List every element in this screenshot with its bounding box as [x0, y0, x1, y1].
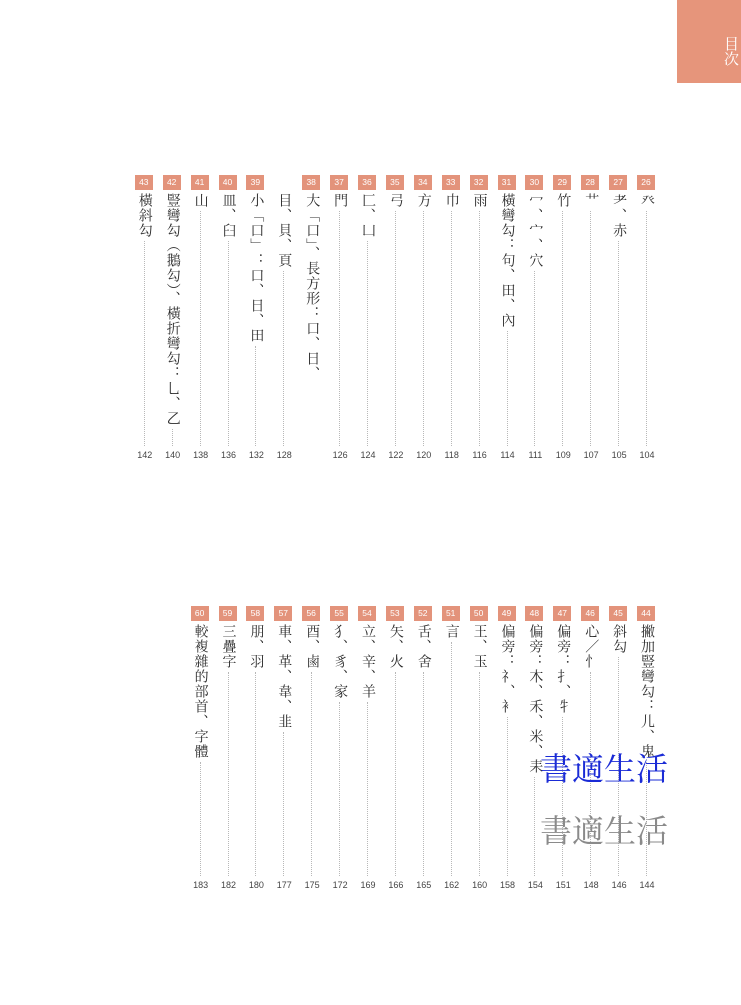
chapter-number-badge: 36 [358, 175, 376, 190]
dot-leader [534, 271, 535, 446]
watermark-secondary: 書適生活 [540, 812, 669, 850]
toc-entry[interactable] [414, 175, 434, 462]
page-number: 114 [500, 450, 515, 460]
page-number: 132 [248, 450, 264, 460]
dot-leader [172, 429, 173, 446]
chapter-number-badge: 35 [386, 175, 404, 190]
dot-leader [228, 672, 229, 876]
entry-title: 偏旁：木、禾、米、耒 [527, 624, 544, 774]
entry-title: 癶 [639, 193, 655, 208]
dot-leader [255, 346, 256, 446]
toc-entry[interactable] [274, 606, 294, 892]
page-number: 126 [332, 450, 348, 460]
page-number: 104 [639, 450, 655, 460]
page-number: 105 [611, 450, 627, 460]
toc-entry[interactable] [191, 175, 211, 462]
page-number: 180 [248, 880, 264, 890]
page-number: 120 [416, 450, 432, 460]
chapter-number-badge: 45 [609, 606, 627, 621]
chapter-number-badge: 40 [219, 175, 237, 190]
chapter-number-badge: 41 [191, 175, 209, 190]
chapter-number-badge: 29 [553, 175, 571, 190]
chapter-number-badge: 51 [442, 606, 460, 621]
page-number: 177 [276, 880, 292, 890]
toc-entry[interactable] [498, 175, 518, 462]
chapter-number-badge: 32 [470, 175, 488, 190]
toc-entry[interactable] [358, 606, 378, 892]
dot-leader [479, 672, 480, 876]
entry-title: 耂、赤 [611, 193, 628, 238]
entry-title: 三疊字 [220, 624, 237, 669]
toc-entry[interactable] [330, 175, 350, 462]
entry-title: 巾 [443, 193, 460, 208]
dot-leader [507, 331, 508, 446]
page-number: 118 [444, 450, 459, 460]
page-number: 107 [583, 450, 599, 460]
page-number: 148 [583, 880, 599, 890]
page-number: 111 [528, 450, 543, 460]
chapter-number-badge: 31 [498, 175, 516, 190]
entry-title: 冖、宀、穴 [527, 193, 544, 268]
toc-entry[interactable] [274, 175, 294, 462]
dot-leader [451, 211, 452, 446]
toc-entry[interactable] [386, 175, 406, 462]
entry-title: 竹 [555, 193, 572, 208]
dot-leader [562, 211, 563, 446]
dot-leader [283, 732, 284, 876]
entry-title: 門 [332, 193, 349, 208]
toc-entry[interactable] [442, 175, 462, 462]
toc-tab: 目次 [677, 0, 741, 83]
page-number: 154 [527, 880, 543, 890]
chapter-number-badge: 53 [386, 606, 404, 621]
dot-leader [367, 702, 368, 876]
toc-entry[interactable] [386, 606, 406, 892]
dot-leader [200, 211, 201, 446]
chapter-number-badge: 39 [246, 175, 264, 190]
entry-title: 較複雜的部首、字體 [192, 624, 209, 759]
page-number: 183 [193, 880, 209, 890]
dot-leader [395, 211, 396, 446]
chapter-number-badge: 56 [302, 606, 320, 621]
dot-leader [200, 762, 201, 876]
dot-leader [534, 777, 535, 876]
toc-entry[interactable] [219, 606, 239, 892]
toc-entry[interactable] [330, 606, 350, 892]
chapter-number-badge: 49 [498, 606, 516, 621]
chapter-number-badge: 44 [637, 606, 655, 621]
entry-title: 目、貝、頁 [276, 193, 293, 268]
toc-entry[interactable] [135, 175, 155, 462]
entry-title: 舌、舍 [415, 624, 432, 669]
entry-title: 矢、火 [387, 624, 404, 669]
entry-title: 皿、臼 [220, 193, 237, 238]
entry-title: 王、玉 [471, 624, 488, 669]
chapter-number-badge: 26 [637, 175, 655, 190]
chapter-number-badge: 58 [246, 606, 264, 621]
page-number: 151 [555, 880, 571, 890]
page-number: 116 [472, 450, 487, 460]
page-number: 109 [555, 450, 571, 460]
toc-entry[interactable] [302, 175, 322, 462]
dot-leader [590, 211, 591, 446]
watermark-primary: 書適生活 [540, 750, 669, 788]
chapter-number-badge: 55 [330, 606, 348, 621]
entry-title: 朋、羽 [248, 624, 265, 669]
dot-leader [255, 672, 256, 876]
entry-title: 立、辛、羊 [360, 624, 376, 699]
entry-title: 弓 [387, 193, 404, 208]
entry-title: 艹 [583, 193, 600, 208]
page-number: 158 [499, 880, 516, 890]
dot-leader [507, 717, 508, 876]
toc-entry[interactable] [358, 175, 378, 462]
toc-entry[interactable] [442, 606, 462, 892]
dot-leader [367, 241, 368, 446]
toc-entry[interactable] [414, 606, 434, 892]
chapter-number-badge: 48 [525, 606, 543, 621]
toc-entry[interactable] [302, 606, 322, 892]
toc-entry[interactable] [609, 175, 629, 462]
toc-entry[interactable] [470, 175, 490, 462]
entry-title: 雨 [471, 193, 488, 208]
page-number: 166 [388, 880, 404, 890]
dot-leader [451, 642, 452, 876]
chapter-number-badge: 27 [609, 175, 627, 190]
page-number: 172 [332, 880, 348, 890]
page-number: 124 [360, 450, 376, 460]
chapter-number-badge: 60 [191, 606, 209, 621]
toc-entry[interactable] [191, 606, 211, 892]
chapter-number-badge: 47 [553, 606, 571, 621]
chapter-number-badge: 54 [358, 606, 376, 621]
toc-entry[interactable] [637, 175, 657, 462]
toc-entry[interactable] [246, 606, 266, 892]
entry-title: 山 [192, 193, 209, 208]
entry-title: 言 [443, 624, 460, 639]
dot-leader [618, 241, 619, 446]
toc-entry[interactable] [470, 606, 490, 892]
chapter-number-badge: 57 [274, 606, 292, 621]
dot-leader [228, 241, 229, 446]
entry-title: 豎彎勾（鵝勾）、橫折彎勾：乚、乙 [164, 193, 181, 426]
dot-leader [144, 241, 145, 446]
dot-leader [395, 672, 396, 876]
page-number: 182 [220, 880, 237, 890]
dot-leader [479, 211, 480, 446]
entry-title: 心／忄 [583, 624, 600, 669]
chapter-number-badge: 46 [581, 606, 599, 621]
dot-leader [646, 211, 647, 446]
entry-title: 方 [415, 193, 432, 208]
page-number: 142 [137, 450, 153, 460]
dot-leader [311, 672, 312, 876]
toc-entry[interactable] [581, 175, 601, 462]
toc-entry[interactable] [219, 175, 239, 462]
entry-title: 酉、鹵 [304, 624, 321, 669]
dot-leader [283, 271, 284, 446]
entry-title: 小「口」：口、日、田 [248, 193, 265, 343]
page-number: 169 [360, 880, 376, 890]
page-number: 144 [639, 880, 655, 890]
entry-title: 偏旁：扌、牜 [555, 624, 572, 714]
page-number: 138 [193, 450, 209, 460]
entry-title: 犭、豸、家 [332, 624, 349, 699]
entry-title: 大「口」、長方形：口、日、 [304, 193, 321, 381]
entry-title: 橫彎勾：句、田、內 [499, 193, 516, 328]
dot-leader [423, 672, 424, 876]
chapter-number-badge: 37 [330, 175, 348, 190]
page-number: 160 [472, 880, 488, 890]
dot-leader [562, 717, 563, 876]
entry-title: 斜勾 [611, 624, 628, 654]
entry-title: 偏旁：礻、衤 [499, 624, 516, 714]
chapter-number-badge: 34 [414, 175, 432, 190]
dot-leader [339, 702, 340, 876]
page-number: 175 [304, 880, 320, 890]
toc-entry[interactable] [525, 175, 545, 462]
chapter-number-badge: 59 [219, 606, 237, 621]
toc-entry[interactable] [498, 606, 518, 892]
chapter-number-badge: 50 [470, 606, 488, 621]
chapter-number-badge: 33 [442, 175, 460, 190]
page-number: 162 [444, 880, 460, 890]
chapter-number-badge: 42 [163, 175, 181, 190]
page-number: 128 [276, 450, 292, 460]
entry-title: 撇加豎彎勾：儿、鬼 [639, 624, 655, 759]
entry-title: 橫斜勾 [136, 193, 153, 238]
dot-leader [339, 211, 340, 446]
page-number: 122 [388, 450, 404, 460]
chapter-number-badge: 28 [581, 175, 599, 190]
chapter-number-badge: 30 [525, 175, 543, 190]
page-number: 165 [416, 880, 432, 890]
page-number: 140 [165, 450, 181, 460]
entry-title: 車、革、韋、韭 [276, 624, 293, 729]
dot-leader [423, 211, 424, 446]
chapter-number-badge: 43 [135, 175, 153, 190]
page-number: 146 [611, 880, 627, 890]
chapter-number-badge: 52 [414, 606, 432, 621]
toc-entry[interactable] [246, 175, 266, 462]
page-number: 136 [220, 450, 237, 460]
chapter-number-badge: 38 [302, 175, 320, 190]
entry-title: 匚、凵 [360, 193, 376, 238]
toc-entry[interactable] [553, 175, 573, 462]
toc-entry[interactable] [163, 175, 183, 462]
